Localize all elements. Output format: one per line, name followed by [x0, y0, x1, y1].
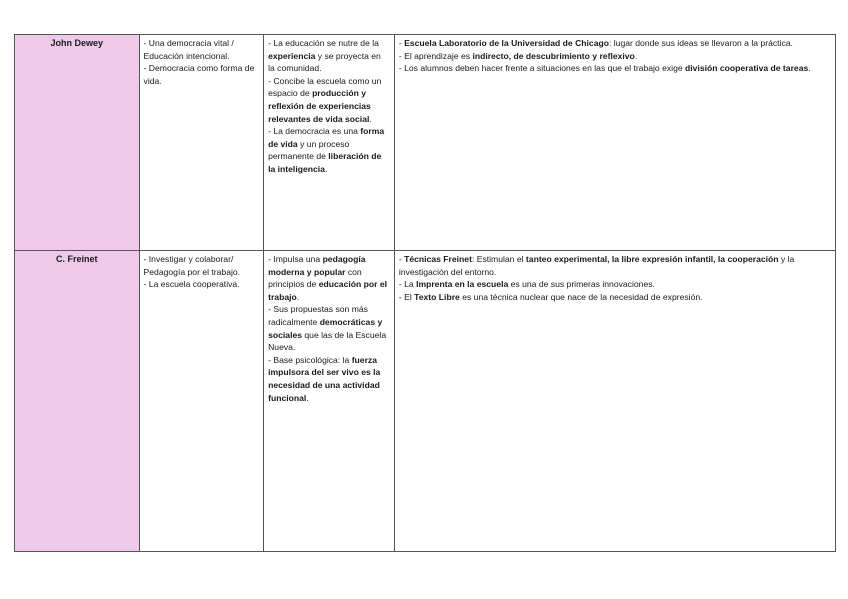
text-run: .	[296, 291, 300, 302]
bold-text: liberación de la inteligencia	[268, 151, 382, 174]
bullet-line	[399, 291, 831, 304]
bold-text: tanteo experimental, la libre expresión infantil, la cooperación	[525, 254, 779, 264]
text-run: - Investigar y colaborar/ Pedagogía por el trabajo.	[143, 254, 241, 277]
text-run: que las de la Escuela Nueva.	[268, 329, 387, 353]
bullet-line	[399, 37, 831, 50]
text-run: - Democracia como forma de vida.	[143, 63, 255, 86]
text-run: - Concibe la escuela como un espacio de	[268, 75, 382, 99]
author-name: C. Freinet	[56, 254, 98, 264]
text-run: - Base psicológica: la	[268, 354, 352, 365]
bold-text: forma de vida	[268, 126, 385, 149]
bullet-line	[268, 253, 390, 303]
bold-text: indirecto, de descubrimiento y reflexivo	[472, 50, 635, 61]
bold-text: educación por el trabajo	[268, 279, 388, 302]
text-run: - Una democracia vital / Educación intencional.	[143, 38, 234, 61]
text-run: - Los alumnos deben hacer frente a situaciones en las que el trabajo exige	[398, 63, 686, 74]
bullet-line	[268, 354, 390, 404]
bullet-line	[399, 253, 831, 278]
bullet-line	[144, 62, 260, 87]
details-cell	[394, 35, 835, 251]
principles-cell	[264, 35, 395, 251]
text-run: : lugar donde sus ideas se llevaron a la práctica.	[608, 38, 793, 48]
text-run: : Estimulan el	[471, 254, 526, 264]
bullet-line	[399, 278, 831, 291]
text-run: y la investigación del entorno.	[398, 254, 795, 277]
author-name: John Dewey	[50, 38, 104, 48]
text-run: es una de sus primeras innovaciones.	[508, 279, 655, 290]
details-cell	[394, 251, 835, 552]
text-run: - Sus propuestas son más radicalmente	[268, 304, 368, 327]
bold-text: Técnicas Freinet	[404, 254, 472, 264]
text-run: - La educación se nutre de la	[268, 38, 379, 48]
table-row	[15, 35, 836, 251]
principles-cell	[264, 251, 395, 552]
bold-text: producción y reflexión de experiencias relevantes de vida social	[268, 88, 371, 124]
bullet-line	[268, 37, 390, 75]
text-run: .	[306, 392, 309, 403]
bold-text: Texto Libre	[414, 291, 460, 302]
bold-text: Imprenta en la escuela	[416, 279, 509, 290]
table-row	[15, 251, 836, 552]
text-run: - La democracia es una	[268, 126, 361, 137]
bold-text: pedagogía moderna y popular	[268, 254, 366, 277]
text-run: es una técnica nuclear que nace de la necesidad de expresión.	[459, 291, 703, 302]
bold-text: fuerza impulsora del ser vivo es la necesidad de una actividad funcional	[268, 354, 381, 403]
bold-text: Escuela Laboratorio de la Universidad de Chicago	[404, 38, 609, 48]
text-run: - La	[398, 279, 417, 290]
author-name-cell	[15, 35, 140, 251]
bullet-line	[268, 75, 390, 125]
bullet-line	[144, 278, 260, 291]
text-run: .	[324, 163, 328, 174]
bullet-line	[268, 303, 390, 353]
text-run: - La escuela cooperativa.	[143, 279, 240, 290]
bold-text: división cooperativa de tareas	[685, 63, 809, 74]
text-run: -	[398, 254, 405, 264]
text-run: .	[369, 113, 372, 124]
text-run: y un proceso permanente de	[268, 138, 350, 162]
bullet-line	[268, 125, 390, 175]
text-run: .	[634, 50, 638, 61]
bullet-line	[399, 50, 831, 63]
text-run: .	[808, 63, 811, 74]
text-run: - El	[398, 291, 415, 302]
text-run: -	[398, 38, 405, 48]
bullet-line	[399, 62, 831, 75]
text-run: - El aprendizaje es	[398, 50, 473, 61]
authors-table	[14, 34, 836, 552]
bullet-line	[144, 37, 260, 62]
text-run: y se proyecta en la comunidad.	[268, 50, 381, 74]
summary-cell	[139, 35, 264, 251]
author-name-cell	[15, 251, 140, 552]
bold-text: democráticas y sociales	[268, 316, 383, 340]
bold-text: experiencia	[268, 50, 316, 61]
bullet-line	[144, 253, 260, 278]
summary-cell	[139, 251, 264, 552]
text-run: - Impulsa una	[268, 254, 323, 264]
text-run: con principios de	[268, 266, 362, 290]
